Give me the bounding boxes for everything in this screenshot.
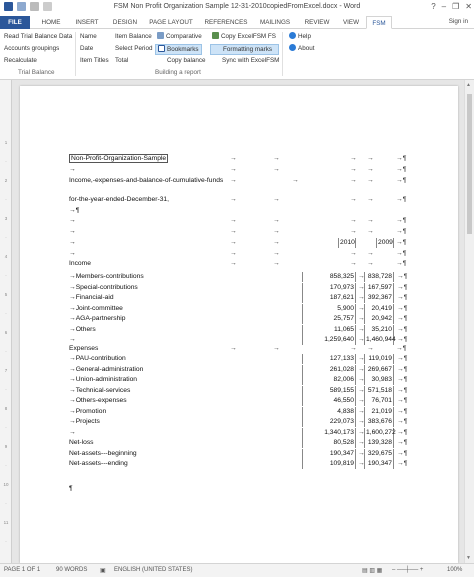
ruler-mark: · [5,539,7,544]
document-page[interactable] [20,86,458,563]
tab-insert[interactable]: INSERT [75,19,99,26]
tab-arrow: → [350,196,357,203]
tab-arrow: →¶ [396,250,407,257]
expenses-heading[interactable]: Expenses [69,345,99,352]
tab-arrow: → [273,166,280,173]
ruler-mark: 9 [4,444,8,449]
expense-value-2009[interactable]: 269,667 [364,365,394,375]
copy-excelfsm-fs-label: Copy ExcelFSM FS [221,33,276,40]
tab-arrow: → [358,439,365,446]
report-title[interactable] [69,154,168,164]
zoom-level[interactable]: 100% [447,567,463,573]
tab-arrow: → [230,228,237,235]
ruler-mark: 10 [3,482,9,487]
tab-arrow: →¶ [396,166,407,173]
row-end-mark: →¶ [397,428,408,436]
close-button[interactable]: ✕ [465,2,472,11]
expense-value-2010[interactable]: 229,073 [302,417,356,427]
row-end-mark: →¶ [397,336,408,343]
tab-arrow: → [358,365,365,373]
tab-fsm[interactable]: FSM [366,16,392,29]
row-end-mark: →¶ [397,418,408,425]
ruler-mark: · [5,159,7,164]
expense-row-label[interactable]: →General-administration [69,365,144,373]
report-title-text: Non-Profit-Organization-Sample [71,155,167,162]
ribbon-separator [75,32,76,76]
sign-in-link[interactable]: Sign in [448,18,468,25]
income-value-2010[interactable]: 25,757 [302,314,356,324]
title-bar [0,0,474,16]
bookmarks-button[interactable] [155,44,202,55]
ruler-mark: · [5,349,7,354]
ribbon-separator [282,32,283,76]
vertical-ruler [0,80,12,563]
year-2009-header[interactable]: 2009 [378,239,393,246]
expense-value-2009[interactable]: 30,983 [364,375,394,385]
ruler-mark: · [5,501,7,506]
ribbon [0,29,474,80]
tab-arrow: → [358,460,365,467]
row-end-mark: →¶ [397,304,408,312]
tab-arrow: → [358,407,365,415]
tab-arrow: → [230,166,237,173]
doc-status-icon[interactable]: ▣ [100,568,106,574]
expense-row-label[interactable]: →Union-administration [69,376,138,383]
income-value-2009[interactable]: 1,460,944 [366,336,396,343]
report-subtitle[interactable]: Income,-expenses-and-balance-of-cumulative-funds [69,177,224,184]
end-paragraph-mark[interactable]: ¶ [69,485,73,492]
ribbon-tabs [0,16,474,29]
expense-value-2010[interactable]: 46,550 [302,396,356,406]
expense-row-label[interactable]: → [69,428,76,436]
tab-arrow: → [358,315,365,322]
ruler-mark: · [5,387,7,392]
status-bar [0,563,474,577]
tab-arrow: → [367,228,374,235]
income-value-2009[interactable]: 20,419 [364,304,394,314]
sync-with-excelfsm-button[interactable]: Sync with ExcelFSM [222,57,280,64]
tab-arrow: → [350,345,357,352]
tab-arrow: → [350,177,357,184]
copy-balance-button[interactable]: Copy balance [167,57,206,64]
tab-arrow: → [350,166,357,173]
income-row-label[interactable]: →Others [69,325,96,333]
tab-arrow: → [273,155,280,162]
ruler-mark: · [5,463,7,468]
group-label-trial-balance: Trial Balance [18,69,55,76]
summary-row-label[interactable]: Net-loss [69,439,94,446]
report-period[interactable]: for-the-year-ended-December-31, [69,196,169,203]
row-end-mark: →¶ [397,294,408,301]
scrollbar-thumb[interactable] [467,94,472,234]
tab-arrow: → [358,325,365,333]
expense-value-2009[interactable]: 76,701 [364,396,394,406]
tab-arrow: → [358,273,365,280]
minimize-button[interactable]: – [441,2,447,11]
doc-line-blank[interactable]: → [69,217,76,224]
doc-line-blank[interactable]: →¶ [69,207,80,214]
comparative-label: Comparative [166,33,202,40]
income-value-2009[interactable]: 838,728 [364,272,394,282]
tab-arrow: → [273,239,280,246]
tab-arrow: → [358,418,365,425]
copy-fs-icon [212,32,219,39]
row-end-mark: →¶ [397,376,408,383]
row-end-mark: →¶ [397,365,408,373]
tab-arrow: → [273,217,280,224]
tab-file[interactable]: FILE [0,16,30,29]
comparative-icon [157,32,164,39]
tab-arrow: → [358,336,365,343]
expense-value-2010[interactable]: 1,340,173 [302,428,356,438]
expense-row-label[interactable]: →Projects [69,418,100,425]
recalculate-button[interactable]: Recalculate [4,57,37,64]
help-icon [289,32,296,39]
tab-arrow: →¶ [396,345,407,352]
tab-arrow: → [358,386,365,394]
income-row-label[interactable]: →Financial-aid [69,294,114,301]
word-count[interactable]: 90 WORDS [56,567,88,573]
tab-arrow: → [358,355,365,362]
language-indicator[interactable]: ENGLISH (UNITED STATES) [114,567,193,573]
tab-arrow: → [367,260,374,267]
expense-value-2010[interactable]: 261,028 [302,365,356,375]
tab-arrow: → [350,155,357,162]
copy-excelfsm-fs-button[interactable] [210,32,278,42]
year-2010-header[interactable]: 2010 [340,239,355,246]
expense-value-2009[interactable]: 571,518 [364,386,394,396]
summary-value-2010[interactable]: 190,347 [302,449,356,459]
tab-arrow: → [358,397,365,404]
tab-review[interactable]: REVIEW [304,19,330,26]
tab-arrow: → [230,345,237,352]
income-value-2010[interactable]: 858,325 [302,272,356,282]
document-area [0,80,474,563]
expense-row-label[interactable]: →PAU-contribution [69,355,126,362]
income-row-label[interactable]: →Members-contributions [69,273,144,280]
row-end-mark: →¶ [397,273,408,280]
tab-arrow: → [230,177,237,184]
summary-row-label[interactable]: Net-assets---beginning [69,449,137,457]
tab-arrow: → [350,228,357,235]
row-end-mark: →¶ [397,449,408,457]
help-label: Help [298,33,311,40]
tab-arrow: → [367,155,374,162]
ruler-mark: 6 [4,330,8,335]
ruler-mark: 3 [4,216,8,221]
tab-arrow: → [367,250,374,257]
tab-arrow: → [273,228,280,235]
tab-arrow: → [367,217,374,224]
income-row-label[interactable]: →Joint-committee [69,304,123,312]
ruler-mark: 1 [4,140,8,145]
income-row-label[interactable]: →Special-contributions [69,283,138,291]
income-value-2009[interactable]: 167,597 [364,283,394,293]
tab-arrow: → [230,250,237,257]
tab-arrow: → [230,196,237,203]
tab-arrow: → [367,345,374,352]
tab-references[interactable]: REFERENCES [204,19,248,26]
tab-arrow: → [350,217,357,224]
tab-arrow: → [367,166,374,173]
expense-value-2010[interactable]: 4,838 [302,407,356,417]
income-value-2009[interactable]: 20,942 [364,314,394,324]
read-trial-balance-button[interactable]: Read Trial Balance Data [4,33,73,40]
expense-value-2010[interactable]: 127,133 [302,354,356,364]
row-end-mark: →¶ [397,283,408,291]
tab-arrow: →¶ [396,260,407,267]
tab-arrow: → [358,449,365,457]
tab-arrow: →¶ [396,228,407,235]
summary-value-2009[interactable]: 190,347 [364,459,394,469]
expense-value-2009[interactable]: 1,600,272 [366,428,396,436]
ruler-mark: 4 [4,254,8,259]
date-button[interactable]: Date [80,45,94,52]
help-button[interactable] [287,32,313,42]
income-row-label[interactable]: →AGA-partnership [69,315,126,322]
scroll-up-icon[interactable]: ▲ [466,82,471,88]
tab-design[interactable]: DESIGN [112,19,138,26]
ruler-mark: · [5,425,7,430]
tab-arrow: →¶ [396,196,407,203]
tab-mailings[interactable]: MAILINGS [259,19,291,26]
row-end-mark: →¶ [397,315,408,322]
tab-arrow: → [358,283,365,291]
expense-row-label[interactable]: →Others-expenses [69,397,127,404]
total-button[interactable]: Total [115,57,129,64]
vertical-scrollbar[interactable] [464,80,474,563]
income-value-2010[interactable]: 170,973 [302,283,356,293]
ruler-mark: 8 [4,406,8,411]
expense-value-2010[interactable]: 82,006 [302,375,356,385]
income-heading[interactable]: Income [69,260,91,267]
ruler-mark: 11 [3,520,9,525]
summary-value-2010[interactable]: 109,819 [302,459,356,469]
tab-arrow: → [350,250,357,257]
tab-arrow: → [358,304,365,312]
about-icon [289,44,296,51]
row-end-mark: →¶ [397,407,408,415]
summary-value-2010[interactable]: 80,528 [302,438,356,448]
tab-arrow: →¶ [396,239,407,246]
income-value-2010[interactable]: 11,065 [302,325,356,335]
tab-arrow: → [230,239,237,246]
bookmarks-icon [158,45,165,52]
bookmarks-label: Bookmarks [167,46,199,53]
about-label: About [298,45,315,52]
ruler-mark: · [5,311,7,316]
tab-view[interactable]: VIEW [342,19,360,26]
summary-row-label[interactable]: Net-assets---ending [69,460,128,467]
expense-value-2009[interactable]: 383,676 [364,417,394,427]
tab-arrow: → [273,345,280,352]
ruler-mark: · [5,273,7,278]
ruler-mark: 5 [4,292,8,297]
doc-line-blank[interactable]: → [69,228,76,235]
comparative-button[interactable] [155,32,204,42]
scroll-down-icon[interactable]: ▼ [466,555,471,561]
tab-arrow: → [358,428,365,436]
summary-value-2009[interactable]: 329,675 [364,449,394,459]
tab-arrow: → [230,155,237,162]
tab-arrow: → [350,260,357,267]
tab-page-layout[interactable]: PAGE LAYOUT [149,19,193,26]
tab-arrow: → [230,260,237,267]
row-end-mark: →¶ [397,460,408,467]
income-value-2010[interactable]: 187,621 [302,293,356,303]
zoom-slider[interactable]: – ──┼── + [392,567,424,573]
item-titles-button[interactable]: Item Titles [80,57,109,64]
ruler-mark: 7 [4,368,8,373]
row-end-mark: →¶ [397,355,408,362]
doc-line-blank[interactable]: → [69,166,76,173]
tab-arrow: → [367,177,374,184]
row-end-mark: →¶ [397,439,408,446]
income-value-2010[interactable]: 1,259,640 [302,335,356,345]
expense-row-label[interactable]: →Technical-services [69,386,131,394]
row-end-mark: →¶ [397,325,408,333]
tab-arrow: →¶ [396,217,407,224]
summary-value-2009[interactable]: 139,328 [364,438,394,448]
tab-home[interactable]: HOME [41,19,61,26]
doc-line-blank[interactable]: → [69,250,76,257]
restore-button[interactable]: ❐ [452,2,460,11]
about-button[interactable] [287,44,316,54]
formatting-marks-button[interactable]: Formatting marks [210,44,279,55]
tab-arrow: → [273,250,280,257]
page-count[interactable]: PAGE 1 OF 1 [4,567,41,573]
row-end-mark: →¶ [397,386,408,394]
income-row-label[interactable]: → [69,336,76,343]
expense-value-2009[interactable]: 21,019 [364,407,394,417]
group-label-building-report: Building a report [155,69,201,76]
expense-row-label[interactable]: →Promotion [69,407,107,415]
tab-arrow: →¶ [396,155,407,162]
income-value-2009[interactable]: 35,210 [364,325,394,335]
ruler-mark: · [5,197,7,202]
accounts-groupings-button[interactable]: Accounts groupings [4,45,60,52]
ruler-mark: 2 [4,178,8,183]
income-value-2009[interactable]: 392,367 [364,293,394,303]
doc-line-blank[interactable]: → [69,239,76,246]
tab-arrow: →¶ [396,177,407,184]
tab-arrow: → [367,196,374,203]
tab-arrow: → [358,294,365,301]
tab-arrow: → [358,376,365,383]
expense-value-2009[interactable]: 119,019 [364,354,394,364]
help-window-button[interactable]: ? [431,2,436,11]
tab-arrow: → [230,217,237,224]
row-end-mark: →¶ [397,397,408,404]
view-buttons[interactable]: ▤ ▥ ▦ [362,568,383,574]
tab-arrow: → [273,260,280,267]
tab-arrow: → [273,196,280,203]
income-value-2010[interactable]: 5,900 [302,304,356,314]
select-period-button[interactable]: Select Period [115,45,153,52]
expense-value-2010[interactable]: 589,155 [302,386,356,396]
ruler-mark: · [5,235,7,240]
tab-arrow: → [292,177,299,184]
name-button[interactable]: Name [80,33,97,40]
window-controls [431,2,472,11]
window-title: FSM Non Profit Organization Sample 12-31-2010copiedFromExcel.docx - Word [113,3,361,10]
item-balance-button[interactable]: Item Balance [115,33,152,40]
